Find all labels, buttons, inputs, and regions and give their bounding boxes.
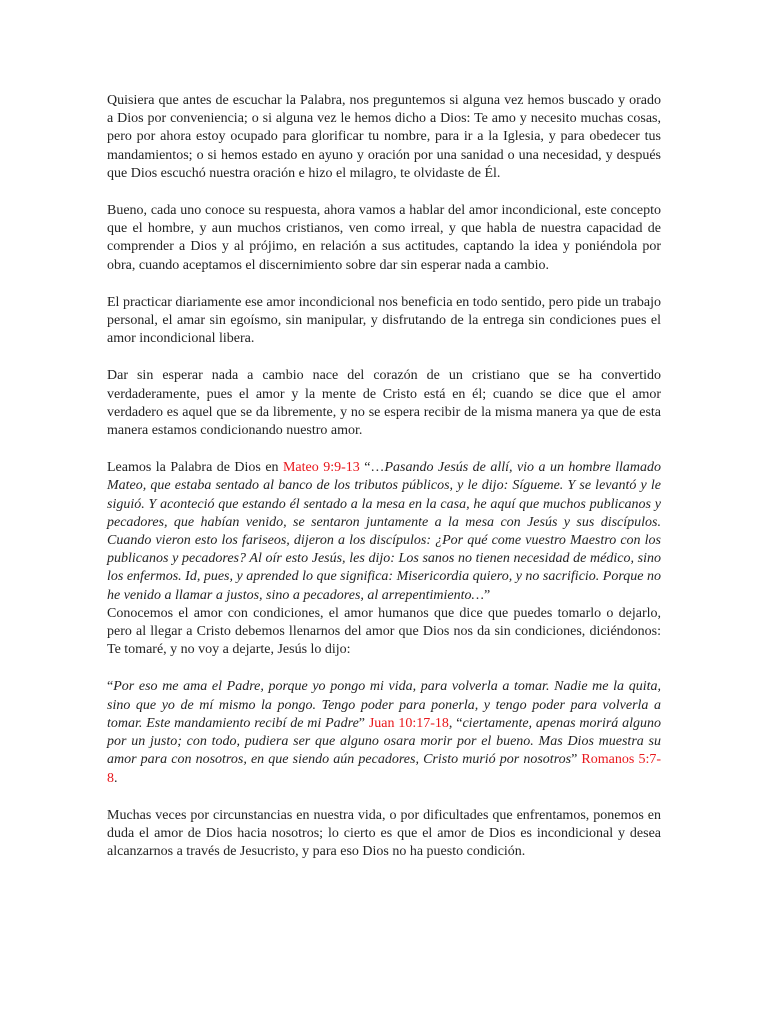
paragraph-text: Leamos la Palabra de Dios en [107, 460, 283, 476]
paragraph-unconditional-love [107, 202, 661, 275]
quote-mark: “… [359, 460, 385, 476]
paragraph-giving [107, 367, 661, 440]
bible-reference-link[interactable]: Mateo 9:9-13 [282, 460, 360, 476]
paragraph-text: Quisiera que antes de escuchar la Palabra, nos preguntemos si alguna vez hemos buscado y orado a Dios por conveniencia; o si alguna vez le hemos dicho a Dios: Te amo y necesito muchas cosas, pero por ahora estoy ocupado para glorificar tu nombre, para ir a la Iglesia, y para obedecer tus mandamientos; o si hemos estado en ayuno y oración por una sanidad o una necesidad, y después que Dios escuchó nuestra oración e hizo el milagro, te olvidaste de Él. [107, 93, 661, 181]
quote-mark: ” [571, 752, 582, 768]
scripture-quote: Por eso me ama el Padre, porque yo pongo mi vida, para volverla a tomar. Nadie me la quita, sino que yo de mí mismo la pongo. Tengo poder para ponerla, y tengo poder para volverla a tomar. Este mandamiento recibí de mi Padre [107, 679, 661, 731]
separator-text: , “ [448, 715, 463, 731]
bible-reference-link[interactable]: Juan 10:17-18 [368, 715, 449, 731]
paragraph-conditional-love [107, 605, 661, 660]
paragraph-text: Conocemos el amor con condiciones, el amor humanos que dice que puedes tomarlo o dejarlo, pero al llegar a Cristo debemos llenarnos del amor que Dios nos da sin condiciones, diciéndonos: Te tomaré, y no voy a dejarte, Jesús lo dijo: [107, 605, 661, 658]
paragraph-intro [107, 92, 661, 183]
quote-mark: ” [358, 715, 369, 731]
paragraph-text: Muchas veces por circunstancias en nuestra vida, o por dificultades que enfrentamos, ponemos en duda el amor de Dios hacia nosotros; lo cierto es que el amor de Dios es incondicional y desea alcanzarnos a través de Jesucristo, y para eso Dios no ha puesto condición. [107, 807, 661, 860]
paragraph-text: Bueno, cada uno conoce su respuesta, ahora vamos a hablar del amor incondicional, este concepto que el hombre, y aun muchos cristianos, ven como irreal, y que habla de nuestra capacidad de comprender a Dios y al prójimo, en relación a sus actitudes, captando la idea y poniéndola por obra, cuando aceptamos el discernimiento sobre dar sin esperar nada a cambio. [107, 203, 661, 273]
bible-reference-link[interactable]: Romanos 5:7-8 [107, 752, 661, 786]
paragraph-juan-romanos [107, 678, 661, 787]
paragraph-text: El practicar diariamente ese amor incondicional nos beneficia en todo sentido, pero pide un trabajo personal, el amar sin egoísmo, sin manipular, y disfrutando de la entrega sin condiciones pues el amor incondicional libera. [107, 294, 661, 347]
paragraph-daily-practice [107, 294, 661, 349]
period-text: . [114, 770, 118, 786]
paragraph-text: Dar sin esperar nada a cambio nace del corazón de un cristiano que se ha convertido verdaderamente, pues el amor y la mente de Cristo está en él; cuando se dice que el amor verdadero es aquel que se da libremente, y no se espera recibir de la misma manera ya que de esta manera estamos condicionando nuestro amor. [107, 368, 661, 439]
paragraph-conclusion [107, 807, 661, 862]
quote-mark: ” [483, 587, 491, 603]
scripture-quote: Pasando Jesús de allí, vio a un hombre llamado Mateo, que estaba sentado al banco de los tributos públicos, y le dijo: Sígueme. Y se levantó y le siguió. Y aconteció que estando él sentado a la mesa en la casa, he aquí que muchos publicanos y pecadores, que habían venido, se sentaron juntamente a la mesa con Jesús y sus discípulos. Cuando vieron esto los fariseos, dijeron a los discípulos: ¿Por qué come vuestro Maestro con los publicanos y pecadores? Al oír esto Jesús, les dijo: Los sanos no tienen necesidad de médico, sino los enfermos. Id, pues, y aprended lo que significa: Misericordia quiero, y no sacrificio. Porque no he venido a llamar a justos, sino a pecadores, al arrepentimiento… [107, 460, 661, 603]
scripture-quote: ciertamente, apenas morirá alguno por un justo; con todo, pudiera ser que alguno osara morir por el bueno. Mas Dios muestra su amor para con nosotros, en que siendo aún pecadores, Cristo murió por nosotros [107, 715, 662, 768]
paragraph-mateo-reading [107, 459, 661, 605]
document-body [107, 92, 661, 880]
quote-mark: “ [107, 679, 114, 695]
